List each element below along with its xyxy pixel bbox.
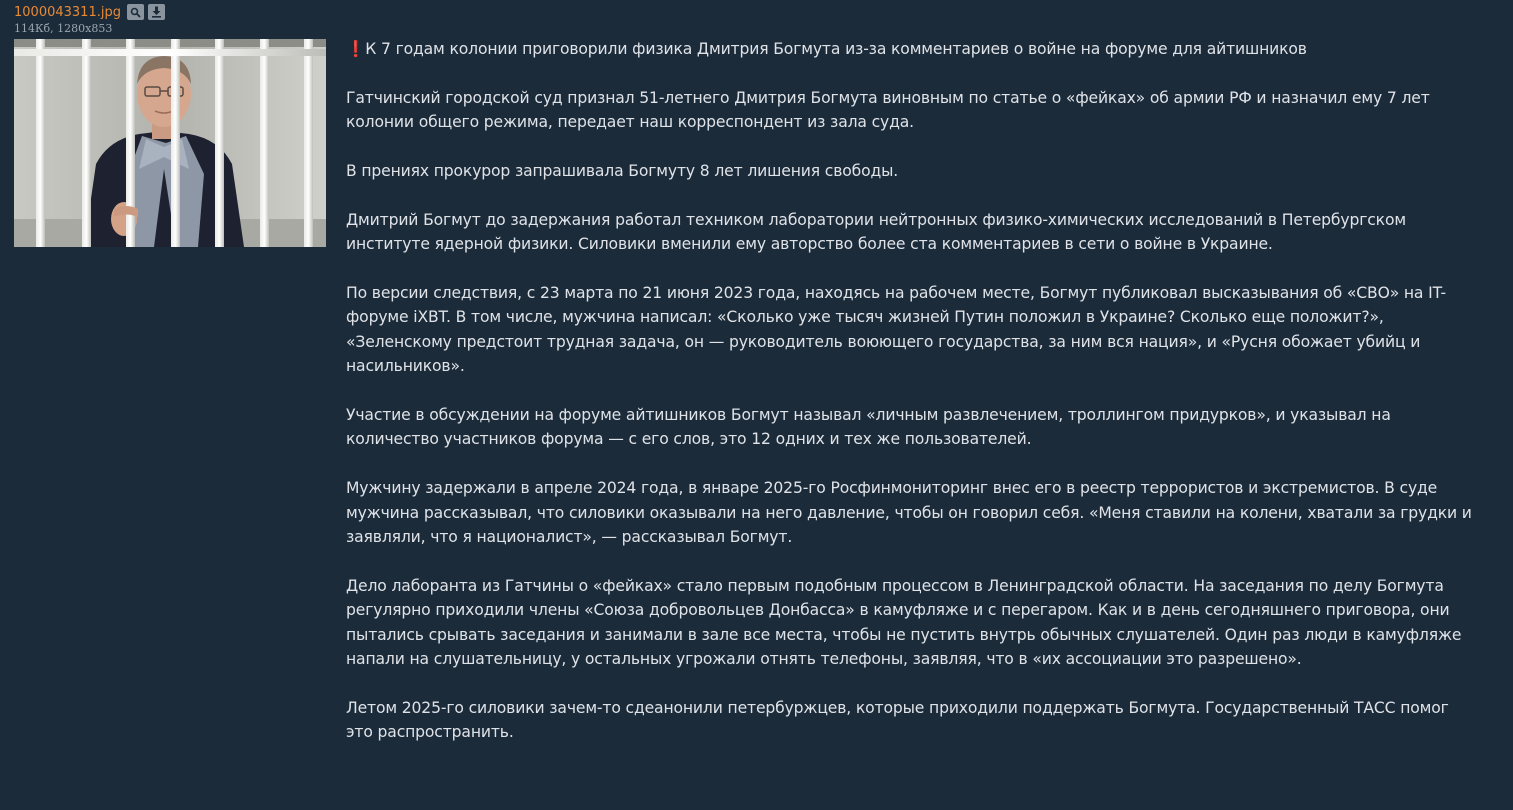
post-paragraph: Гатчинский городской суд признал 51-летнего Дмитрия Богмута виновным по статье о «фейках» об армии РФ и назначил ему 7 лет колонии общего режима, передает наш корреспондент из зала суда. [346, 88, 1430, 132]
post-paragraph: По версии следствия, с 23 марта по 21 июня 2023 года, находясь на рабочем месте, Богмут публиковал высказывания об «СВО» на IT-форуме iXBT. В том числе, мужчина написал: «Сколько уже тысяч жизней Путин положил в Украине? Сколько еще положит?», «Зеленскому предстоит трудная задача, он — руководитель воюющего государства, за ним вся нация», и «Русня обожает убийц и насильников». [346, 284, 1447, 376]
post-paragraph: Мужчину задержали в апреле 2024 года, в январе 2025-го Росфинмониторинг внес его в реестр террористов и экстремистов. В суде мужчина рассказывал, что силовики оказывали на него давление, чтобы он говорил себя. «Меня ставили на колени, хватали за грудки и заявляли, что я националист», — рассказывал Богмут. [346, 479, 1472, 547]
file-line [14, 3, 334, 21]
exclamation-icon: ❗ [346, 40, 366, 58]
file-meta: 114Кб, 1280x853 [14, 22, 113, 35]
post-paragraph: Летом 2025-го силовики зачем-то сдеанонили петербуржцев, которые приходили поддержать Богмута. Государственный ТАСС помог это распространить. [346, 698, 1449, 742]
post-thumbnail[interactable] [14, 39, 326, 247]
post-headline: К 7 годам колонии приговорили физика Дмитрия Богмута из-за комментариев о войне на форуме для айтишников [365, 40, 1307, 58]
search-icon[interactable] [127, 4, 144, 20]
person-behind-bars-photo [14, 39, 326, 247]
post-headline-line [346, 37, 1474, 61]
file-info [14, 3, 334, 35]
download-icon[interactable] [148, 4, 165, 20]
post-paragraph: В прениях прокурор запрашивала Богмуту 8 лет лишения свободы. [346, 162, 899, 180]
post-body [346, 37, 1474, 769]
post-paragraph: Дмитрий Богмут до задержания работал техником лаборатории нейтронных физико-химических исследований в Петербургском институте ядерной физики. Силовики вменили ему авторство более ста комментариев в сети о войне в Украине. [346, 210, 1406, 254]
file-name-link[interactable]: 1000043311.jpg [14, 4, 121, 20]
post-paragraph: Участие в обсуждении на форуме айтишников Богмут называл «личным развлечением, троллингом придурков», и указывал на количество участников форума — с его слов, это 12 одних и тех же пользователей. [346, 406, 1391, 449]
post-paragraph: Дело лаборанта из Гатчины о «фейках» стало первым подобным процессом в Ленинградской области. На заседания по делу Богмута регулярно приходили члены «Союза добровольцев Донбасса» в камуфляже и с перегаром. Как и в день сегодняшнего приговора, они пытались срывать заседания и занимали в зале все места, чтобы не пустить внутрь обычных слушателей. Один раз люди в камуфляже напали на слушательницу, у остальных угрожали отнять телефоны, заявляя, что в «их ассоциации это разрешено». [346, 576, 1462, 669]
